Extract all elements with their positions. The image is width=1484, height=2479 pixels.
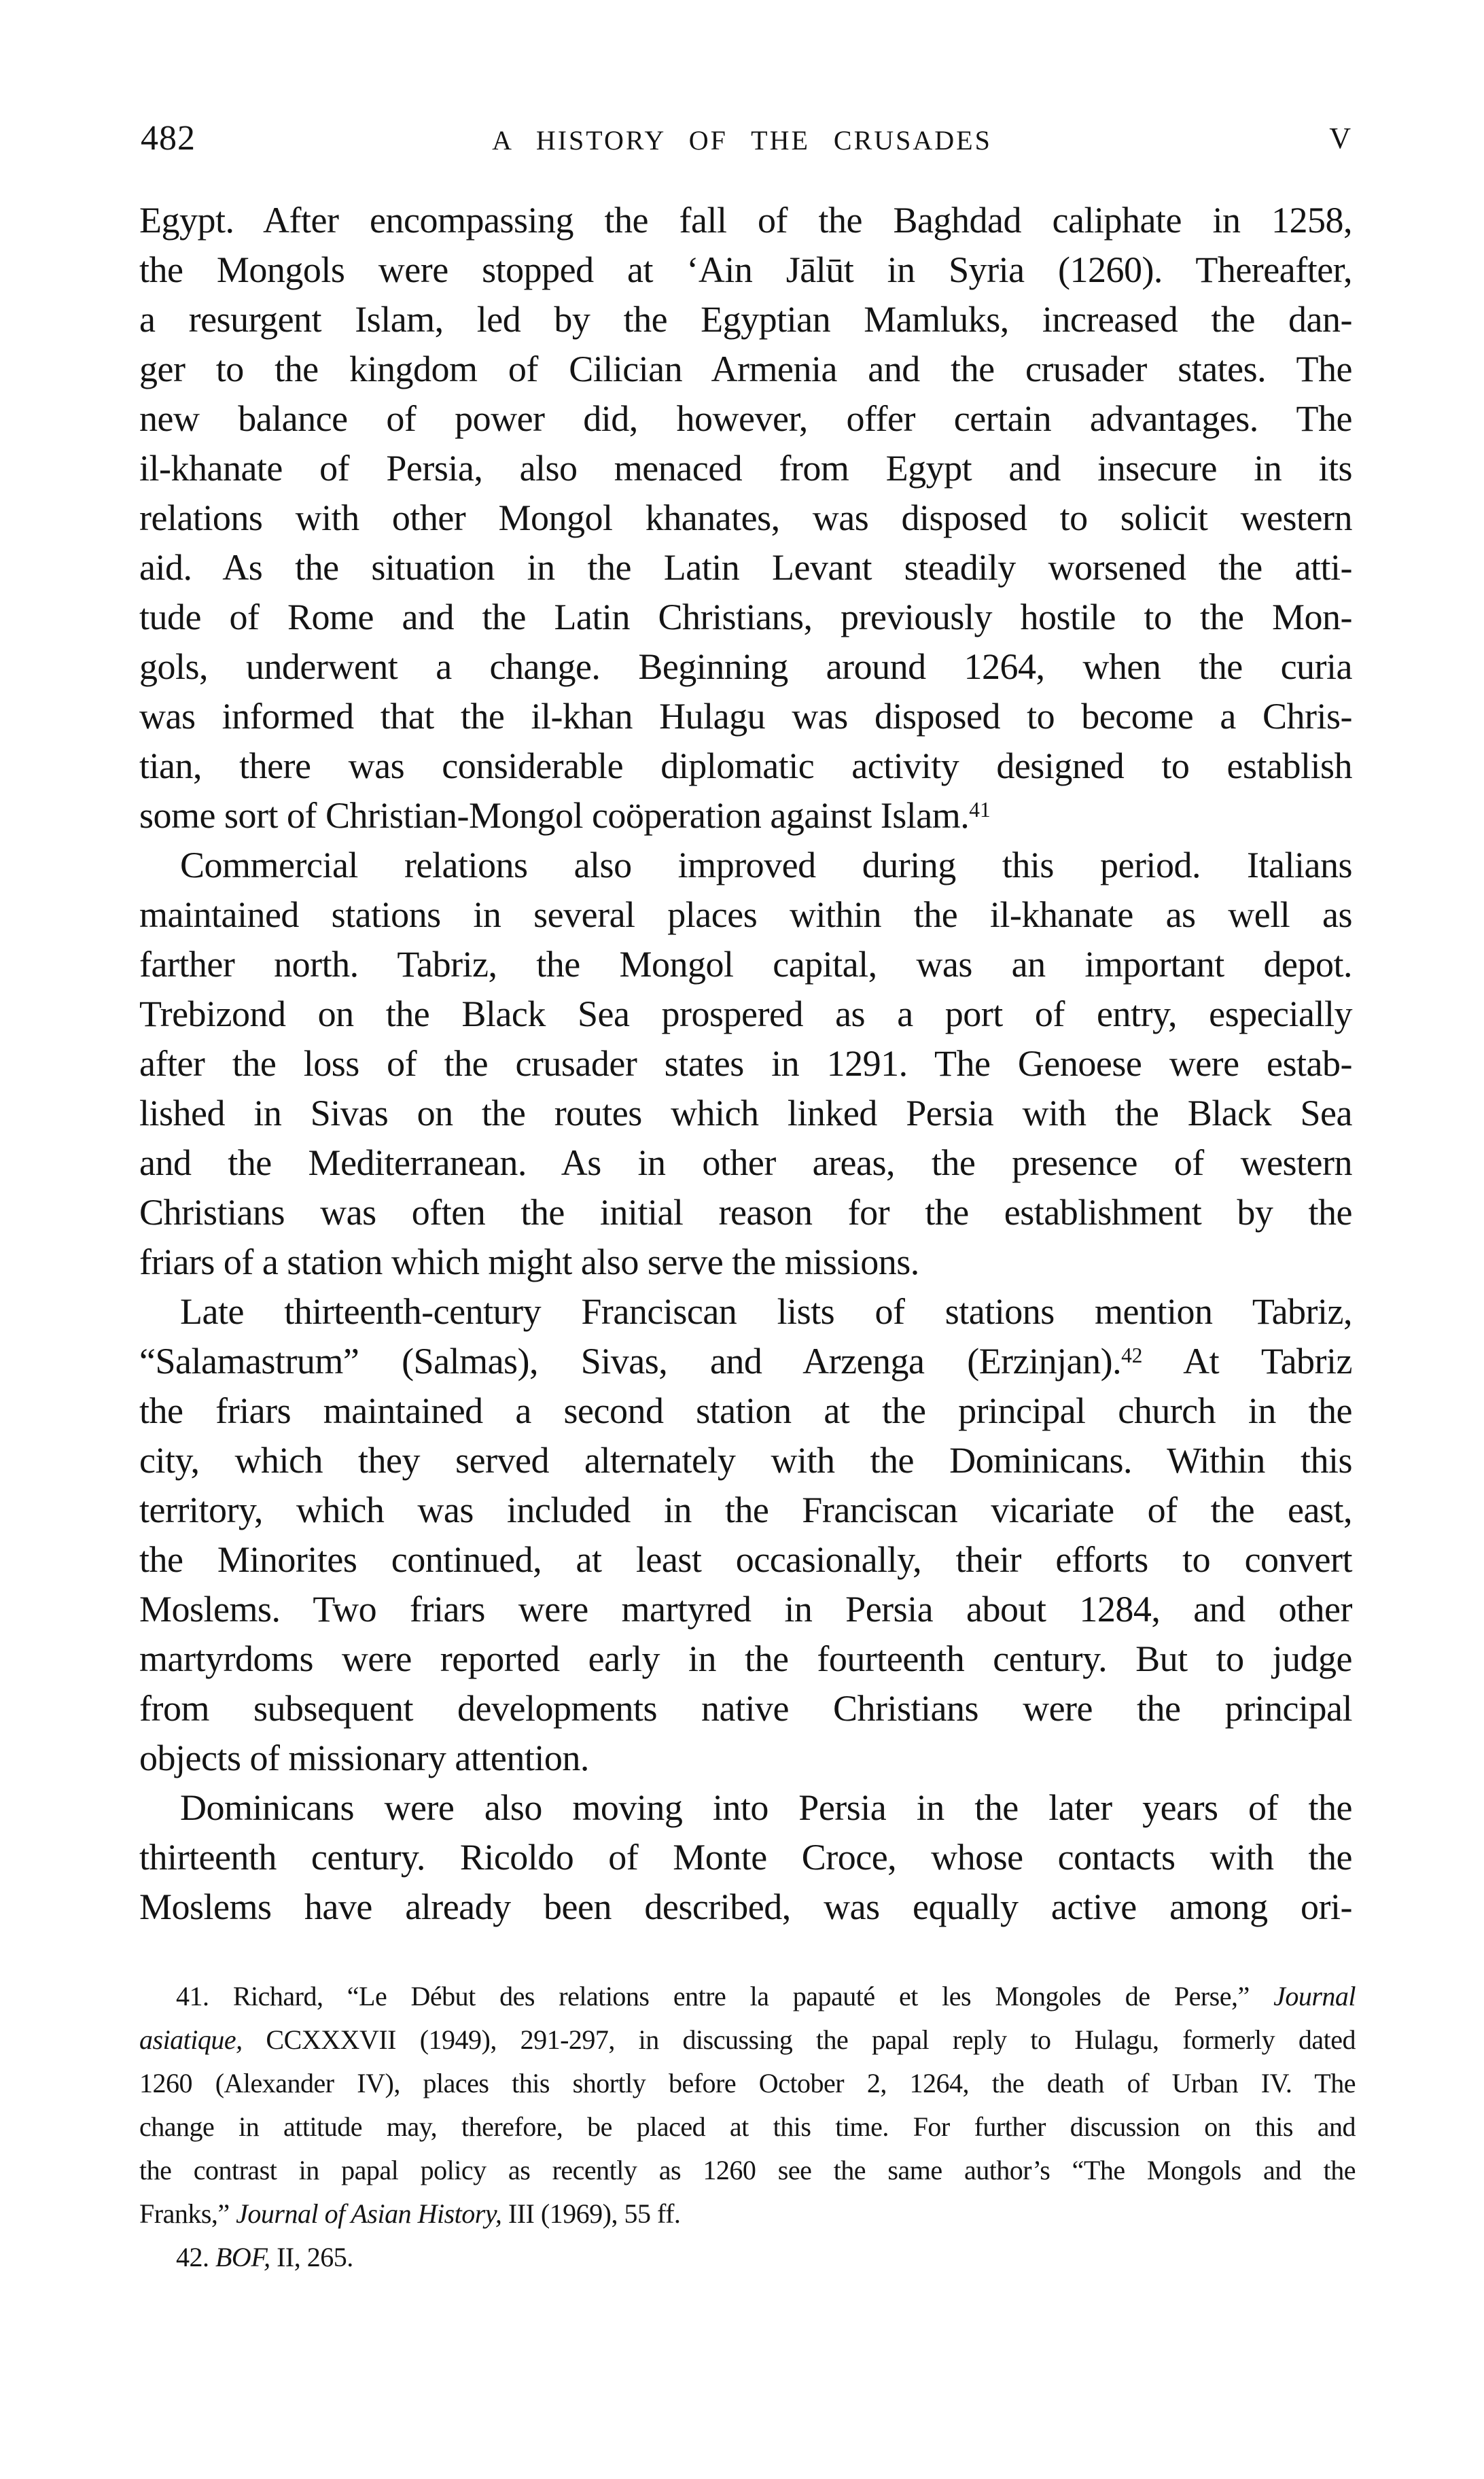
text-segment: Trebizond on the Black Sea prospered as a port of entry, especially [139, 994, 1352, 1034]
text-segment: thirteenth century. Ricoldo of Monte Croce, whose contacts with the [139, 1837, 1352, 1878]
text-line [139, 543, 1352, 593]
text-segment: aid. As the situation in the Latin Levant steadily worsened the atti- [139, 547, 1352, 588]
text-segment: ger to the kingdom of Cilician Armenia and the crusader states. The [139, 349, 1352, 389]
text-segment: 42. [176, 2242, 215, 2272]
text-segment: city, which they served alternately with the Dominicans. Within this [139, 1440, 1352, 1481]
text-segment: Commercial relations also improved during this period. Italians [180, 845, 1352, 885]
text-segment: Christians was often the initial reason for the establishment by the [139, 1192, 1352, 1233]
text-segment: BOF, [215, 2242, 270, 2272]
text-segment: 1260 (Alexander IV), places this shortly before October 2, 1264, the death of Urban IV. The [139, 2068, 1356, 2098]
text-line [139, 940, 1352, 989]
text-line [139, 1783, 1352, 1833]
text-segment: Moslems. Two friars were martyred in Persia about 1284, and other [139, 1589, 1352, 1630]
footnote-line [139, 2018, 1356, 2062]
text-segment: asiatique, [139, 2024, 243, 2055]
text-line [139, 1734, 1352, 1783]
text-line [139, 493, 1352, 543]
text-line [139, 989, 1352, 1039]
text-segment: il-khanate of Persia, also menaced from Egypt and insecure in its [139, 448, 1352, 489]
text-segment: some sort of Christian-Mongol coöperation against Islam. [139, 795, 970, 836]
text-line [139, 1535, 1352, 1585]
text-line [139, 295, 1352, 345]
text-line [139, 841, 1352, 890]
text-segment: maintained stations in several places within the il-khanate as well as [139, 894, 1352, 935]
body-paragraph [139, 841, 1352, 1287]
text-segment: Egypt. After encompassing the fall of the Baghdad caliphate in 1258, [139, 200, 1352, 241]
footnote-marker: 42 [1121, 1343, 1143, 1367]
text-line [139, 890, 1352, 940]
text-line [139, 444, 1352, 493]
text-segment: and the Mediterranean. As in other areas, the presence of western [139, 1142, 1352, 1183]
text-line [139, 1882, 1352, 1932]
footnote-marker: 41 [969, 797, 991, 822]
text-line [139, 1585, 1352, 1634]
text-segment: 41. Richard, “Le Début des relations entre la papauté et les Mongoles de Perse,” [176, 1981, 1274, 2011]
text-line [139, 1337, 1352, 1386]
text-line [139, 642, 1352, 692]
text-segment: Dominicans were also moving into Persia in the later years of the [180, 1787, 1352, 1828]
body-paragraph [139, 1287, 1352, 1783]
text-segment: relations with other Mongol khanates, was disposed to solicit western [139, 497, 1352, 538]
text-segment: III (1969), 55 ff. [501, 2198, 681, 2229]
text-segment: friars of a station which might also serve the missions. [139, 1242, 919, 1282]
text-segment: from subsequent developments native Christians were the principal [139, 1688, 1352, 1729]
text-line [139, 345, 1352, 394]
footnote-line [139, 2149, 1356, 2192]
text-segment: II, 265. [270, 2242, 353, 2272]
text-line [139, 593, 1352, 642]
text-segment: Moslems have already been described, was equally active among ori- [139, 1886, 1352, 1927]
text-line [139, 1287, 1352, 1337]
text-segment: Late thirteenth-century Franciscan lists of stations mention Tabriz, [180, 1291, 1352, 1332]
page-header [0, 0, 1484, 177]
footnotes [139, 1975, 1356, 2279]
text-segment: tian, there was considerable diplomatic activity designed to establish [139, 745, 1352, 786]
text-segment: CCXXXVII (1949), 291-297, in discussing the papal reply to Hulagu, formerly dated [242, 2024, 1356, 2055]
footnote-line [139, 2105, 1356, 2149]
text-segment: Journal of Asian History, [236, 2198, 502, 2229]
running-title: A HISTORY OF THE CRUSADES [492, 125, 992, 156]
text-line [139, 692, 1352, 741]
text-line [139, 1138, 1352, 1188]
text-line [139, 245, 1352, 295]
text-line [139, 1089, 1352, 1138]
text-segment: the contrast in papal policy as recently as 1260 see the same author’s “The Mongols and the [139, 2155, 1356, 2185]
footnote-line [139, 2062, 1356, 2105]
text-segment: gols, underwent a change. Beginning around 1264, when the curia [139, 646, 1352, 687]
text-segment: Journal [1273, 1981, 1356, 2011]
text-segment: Franks,” [139, 2198, 236, 2229]
text-line [139, 791, 1352, 841]
text-segment: was informed that the il-khan Hulagu was disposed to become a Chris- [139, 696, 1352, 737]
text-line [139, 1188, 1352, 1237]
text-segment: after the loss of the crusader states in 1291. The Genoese were estab- [139, 1043, 1352, 1084]
volume-numeral: V [1329, 122, 1351, 155]
body-paragraph [139, 196, 1352, 841]
text-segment: farther north. Tabriz, the Mongol capital, was an important depot. [139, 944, 1352, 985]
text-line [139, 1684, 1352, 1734]
text-segment: the Mongols were stopped at ‘Ain Jālūt in Syria (1260). Thereafter, [139, 249, 1352, 290]
text-line [139, 394, 1352, 444]
text-segment: tude of Rome and the Latin Christians, previously hostile to the Mon- [139, 597, 1352, 637]
text-line [139, 1237, 1352, 1287]
text-segment: “Salamastrum” (Salmas), Sivas, and Arzenga (Erzinjan). [139, 1341, 1122, 1382]
text-segment: the Minorites continued, at least occasionally, their efforts to convert [139, 1539, 1352, 1580]
text-line [139, 741, 1352, 791]
text-segment: territory, which was included in the Franciscan vicariate of the east, [139, 1490, 1352, 1530]
text-segment: new balance of power did, however, offer certain advantages. The [139, 398, 1352, 439]
footnote-line [139, 2236, 1356, 2279]
text-line [139, 1485, 1352, 1535]
text-line [139, 1386, 1352, 1436]
text-segment: change in attitude may, therefore, be placed at this time. For further discussion on this and [139, 2111, 1356, 2142]
text-segment: lished in Sivas on the routes which linked Persia with the Black Sea [139, 1093, 1352, 1133]
text-line [139, 196, 1352, 245]
text-segment: At Tabriz [1142, 1341, 1352, 1382]
body-text [139, 196, 1352, 1932]
text-segment: martyrdoms were reported early in the fourteenth century. But to judge [139, 1638, 1352, 1679]
text-segment: objects of missionary attention. [139, 1738, 589, 1778]
text-line [139, 1833, 1352, 1882]
text-segment: the friars maintained a second station at the principal church in the [139, 1390, 1352, 1431]
footnote-line [139, 1975, 1356, 2018]
text-line [139, 1436, 1352, 1485]
body-paragraph [139, 1783, 1352, 1932]
text-segment: a resurgent Islam, led by the Egyptian Mamluks, increased the dan- [139, 299, 1352, 340]
text-line [139, 1039, 1352, 1089]
text-line [139, 1634, 1352, 1684]
page-number: 482 [141, 119, 196, 158]
footnote-line [139, 2192, 1356, 2236]
